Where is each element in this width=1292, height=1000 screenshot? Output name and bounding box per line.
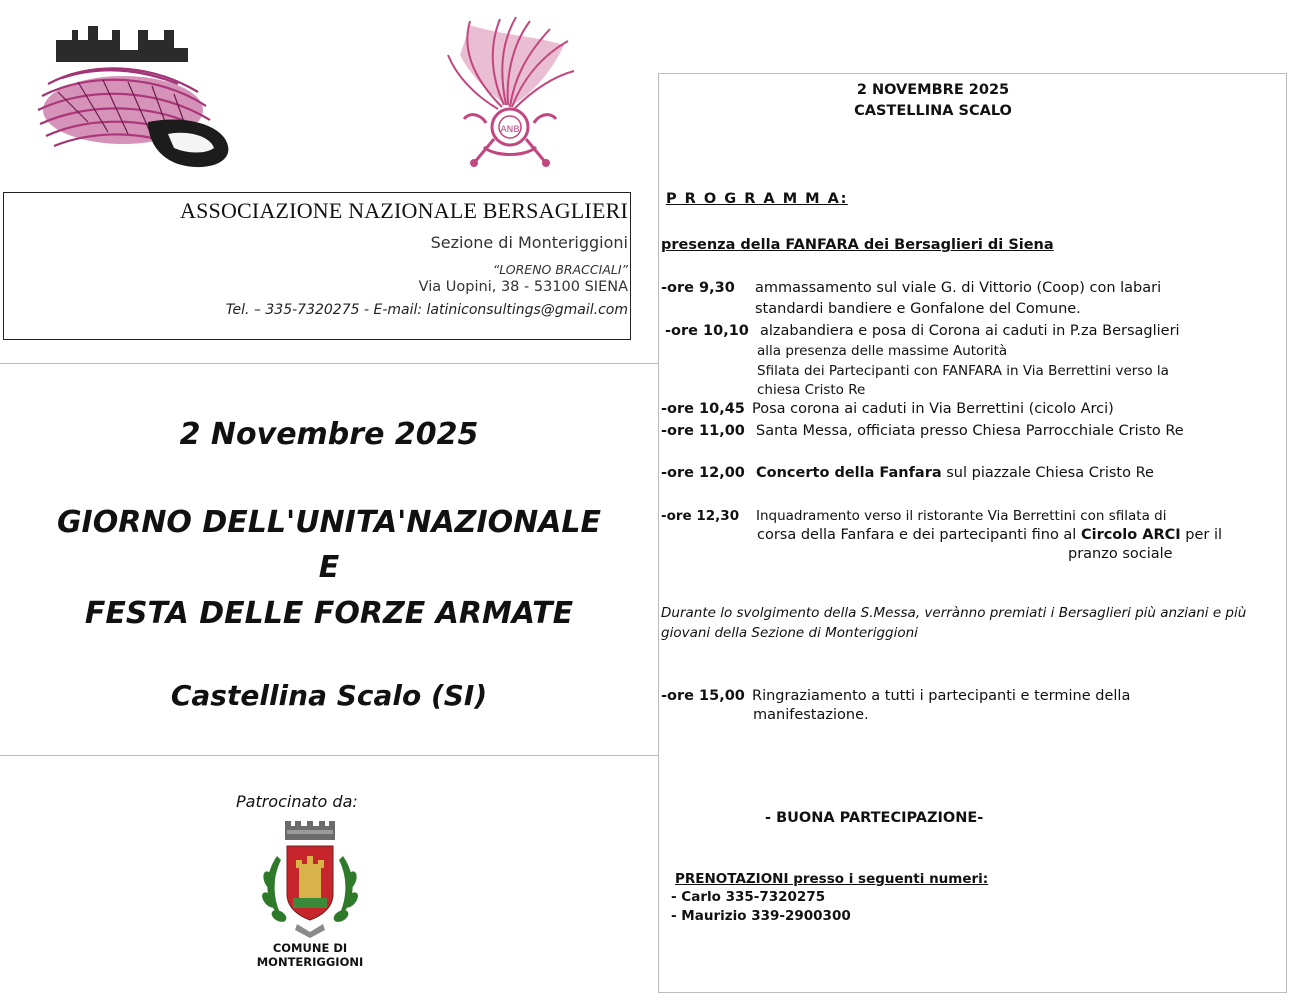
event-location: Castellina Scalo (SI) (170, 679, 488, 712)
event-date: 2 Novembre 2025 (179, 417, 479, 452)
program-description-part: corsa della Fanfara e dei partecipanti fino al (757, 527, 1081, 543)
program-description: Sfilata dei Partecipanti con FANFARA in Via Berrettini verso la (757, 363, 1169, 379)
divider (0, 363, 658, 364)
program-description: Inquadramento verso il ristorante Via Berrettini con sfilata di (756, 508, 1167, 524)
bookings-title: PRENOTAZIONI presso i seguenti numeri: (675, 871, 989, 887)
program-description-rest: sul piazzale Chiesa Cristo Re (941, 465, 1154, 481)
program-description (757, 526, 1222, 545)
anb-emblem-logo (440, 15, 580, 175)
program-fanfara: presenza della FANFARA dei Bersaglieri di Siena (661, 237, 1054, 253)
booking-contact: - Carlo 335-7320275 (671, 889, 826, 905)
program-time: -ore 11,00 (661, 423, 745, 439)
bersaglieri-plume-logo (28, 22, 243, 172)
divider (0, 755, 658, 756)
program-description-part: per il (1185, 527, 1223, 543)
section-name: Sezione di Monteriggioni (430, 233, 628, 252)
sponsor-name-line2: MONTERIGGIONI (256, 955, 364, 969)
program-description: ammassamento sul viale G. di Vittorio (Coop) con labari (755, 280, 1162, 296)
association-header-box (3, 192, 631, 340)
program-description: Posa corona ai caduti in Via Berrettini (cicolo Arci) (752, 401, 1114, 417)
section-contact: Tel. – 335-7320275 - E-mail: latiniconsultings@gmail.com (225, 302, 628, 318)
program-description: manifestazione. (753, 707, 869, 723)
program-time: -ore 10,45 (661, 401, 745, 417)
program-time: -ore 15,00 (661, 688, 745, 704)
sponsor-name-line1: COMUNE DI (272, 941, 348, 955)
program-box (658, 73, 1287, 993)
section-address: Via Uopini, 38 - 53100 SIENA (418, 279, 628, 295)
program-closing: - BUONA PARTECIPAZIONE- (765, 810, 984, 826)
event-title-line3: FESTA DELLE FORZE ARMATE (84, 596, 574, 631)
sponsor-label: Patrocinato da: (236, 792, 358, 811)
program-time: -ore 9,30 (661, 280, 735, 296)
program-description: alla presenza delle massime Autorità (757, 343, 1008, 359)
program-description: standardi bandiere e Gonfalone del Comune. (755, 301, 1081, 317)
emblem-letters: ANB (500, 125, 520, 135)
program-date-header: 2 NOVEMBRE 2025 (856, 82, 1010, 98)
program-time: -ore 12,00 (661, 465, 745, 481)
program-place-header: CASTELLINA SCALO (854, 103, 1012, 119)
event-title-line1: GIORNO DELL'UNITA'NAZIONALE (56, 505, 602, 540)
program-description: chiesa Cristo Re (757, 382, 866, 398)
program-note: Durante lo svolgimento della S.Messa, verrànno premiati i Bersaglieri più anziani e più (661, 605, 1247, 621)
association-name: ASSOCIAZIONE NAZIONALE BERSAGLIERI (180, 198, 628, 223)
program-highlight: Circolo ARCI (1080, 527, 1181, 543)
program-note: giovani della Sezione di Monteriggioni (661, 625, 918, 641)
program-highlight: Concerto della Fanfara (756, 465, 942, 481)
program-description: pranzo sociale (1068, 546, 1173, 562)
program-description (756, 464, 1154, 483)
program-description: alzabandiera e posa di Corona ai caduti in P.za Bersaglieri (760, 323, 1180, 339)
monteriggioni-coat-of-arms-icon (255, 820, 365, 940)
program-description: Santa Messa, officiata presso Chiesa Parrocchiale Cristo Re (756, 423, 1184, 439)
program-heading: P R O G R A M M A: (666, 191, 848, 207)
program-time: -ore 12,30 (661, 508, 740, 524)
program-description: Ringraziamento a tutti i partecipanti e termine della (752, 688, 1131, 704)
section-dedication: “LORENO BRACCIALI” (492, 262, 628, 277)
sponsor-name (230, 941, 390, 969)
event-title-line2: E (318, 550, 340, 585)
program-time: -ore 10,10 (665, 323, 749, 339)
booking-contact: - Maurizio 339-2900300 (671, 908, 851, 924)
